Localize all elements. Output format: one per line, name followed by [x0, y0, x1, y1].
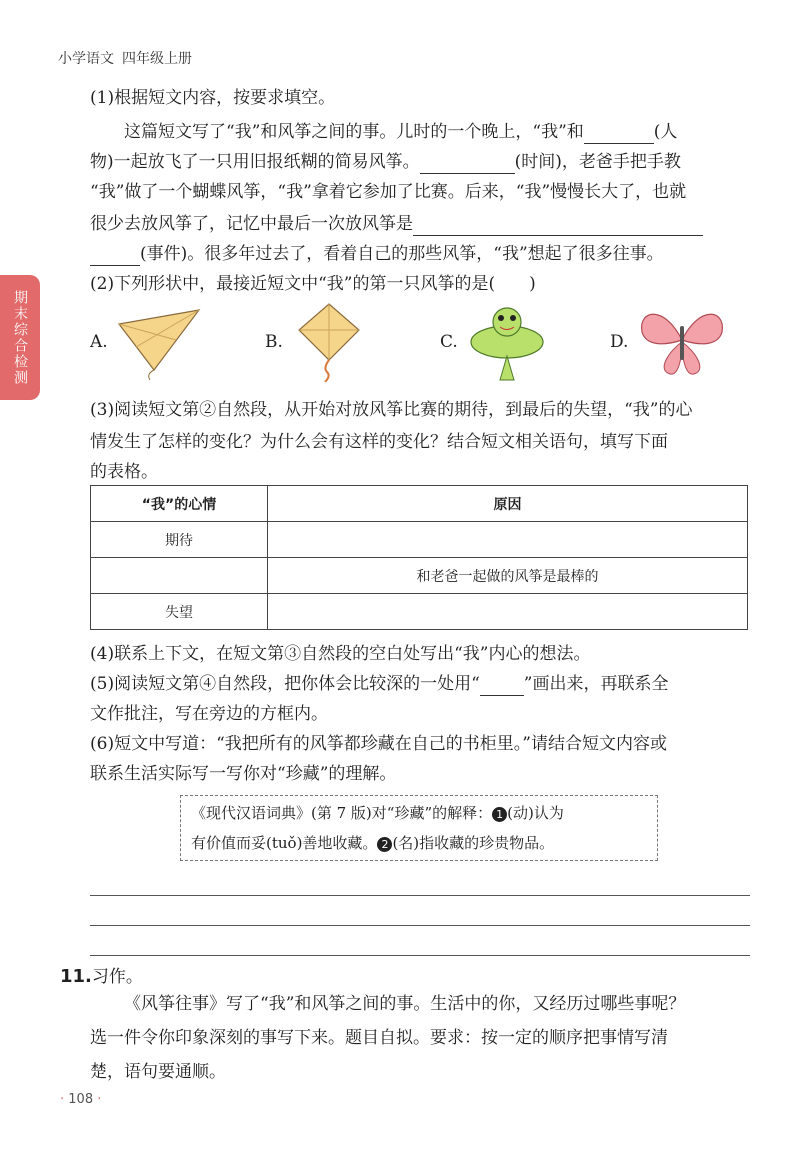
table-row — [91, 594, 748, 630]
q1-line-1 — [90, 120, 750, 144]
q1-text-4: 很少去放风筝了，记忆中最后一次放风筝是 — [90, 214, 413, 234]
table-cell-answer[interactable] — [268, 594, 748, 630]
q1-text-1a: 这篇短文写了“我”和风筝之间的事。儿时的一个晚上，“我”和 — [124, 122, 584, 142]
dict-sense-2: (名)指收藏的珍贵物品。 — [392, 834, 555, 852]
answer-line[interactable] — [90, 955, 750, 956]
q11-line-2: 选一件令你印象深刻的事写下来。题目自拟。要求：按一定的顺序把事情写清 — [90, 1028, 668, 1048]
q2-prompt: (2)下列形状中，最接近短文中“我”的第一只风筝的是( ) — [90, 274, 536, 294]
option-a-label: A. — [90, 332, 108, 352]
q1-line-3: “我”做了一个蝴蝶风筝，“我”拿着它参加了比赛。后来，“我”慢慢长大了，也就 — [90, 182, 687, 202]
q11-heading — [60, 962, 143, 987]
table-cell: 失望 — [91, 594, 268, 630]
q5-text-1b: ”画出来，再联系全 — [523, 674, 669, 694]
q3-line-3: 的表格。 — [90, 462, 158, 482]
page-number-value: 108 — [68, 1092, 94, 1107]
q3-line-1: (3)阅读短文第②自然段，从开始对放风筝比赛的期待，到最后的失望，“我”的心 — [90, 400, 693, 420]
page-header — [58, 48, 192, 68]
q11-line-1: 《风筝往事》写了“我”和风筝之间的事。生活中的你，又经历过哪些事呢？ — [124, 994, 686, 1014]
q11-line-3: 楚，语句要通顺。 — [90, 1062, 226, 1082]
page-number: · 108 · — [60, 1092, 102, 1107]
table-row — [91, 558, 748, 594]
header-subject: 小学语文 — [58, 51, 114, 67]
kite-diamond-icon — [289, 302, 369, 382]
table-row — [91, 522, 748, 558]
dict-line-1 — [191, 798, 647, 828]
q1-text-1b: (人 — [653, 122, 678, 142]
q6-line-2: 联系生活实际写一写你对“珍藏”的理解。 — [90, 764, 397, 784]
dictionary-definition-box — [180, 795, 658, 861]
q11-number: 11. — [60, 966, 92, 987]
q6-line-1: (6)短文中写道：“我把所有的风筝都珍藏在自己的书柜里。”请结合短文内容或 — [90, 734, 667, 754]
q4-prompt: (4)联系上下文，在短文第③自然段的空白处写出“我”内心的想法。 — [90, 644, 591, 664]
dict-sense-1a: (动)认为 — [507, 804, 564, 822]
answer-line[interactable] — [90, 895, 750, 896]
q1-line-5 — [90, 242, 750, 266]
q1-text-5: (事件)。很多年过去了，看着自己的那些风筝，“我”想起了很多往事。 — [140, 244, 664, 264]
q1-line-2 — [90, 150, 750, 174]
blank-event-1[interactable] — [413, 215, 703, 236]
sense-number-2: 2 — [377, 837, 392, 852]
q5-text-1a: (5)阅读短文第④自然段，把你体会比较深的一处用“ — [90, 674, 480, 694]
option-b-label: B. — [265, 332, 283, 352]
kite-frog-icon — [464, 302, 550, 382]
blank-time[interactable] — [420, 153, 515, 174]
table-cell-answer[interactable] — [91, 558, 268, 594]
dict-line-2 — [191, 828, 647, 858]
kite-triangle-icon — [114, 302, 204, 380]
q1-text-2a: 物)一起放飞了一只用旧报纸糊的简易风筝。 — [90, 152, 420, 172]
sense-number-1: 1 — [492, 807, 507, 822]
mood-table — [90, 485, 748, 630]
blank-person[interactable] — [584, 123, 654, 144]
kite-options — [90, 300, 750, 380]
q5-line-1 — [90, 672, 750, 696]
q3-line-2: 情发生了怎样的变化？为什么会有这样的变化？结合短文相关语句，填写下面 — [90, 432, 668, 452]
table-cell: 和老爸一起做的风筝是最棒的 — [268, 558, 748, 594]
side-tab: 期末综合检测 — [0, 275, 40, 400]
kite-butterfly-icon — [634, 302, 730, 380]
answer-line[interactable] — [90, 925, 750, 926]
table-header-mood: “我”的心情 — [91, 486, 268, 522]
table-cell-answer[interactable] — [268, 522, 748, 558]
blank-event-2[interactable] — [90, 245, 140, 266]
header-grade: 四年级上册 — [122, 51, 192, 67]
table-header-reason: 原因 — [268, 486, 748, 522]
q1-line-4 — [90, 212, 750, 236]
q1-prompt: (1)根据短文内容，按要求填空。 — [90, 88, 336, 108]
table-header-row — [91, 486, 748, 522]
dict-source: 《现代汉语词典》(第 7 版)对“珍藏”的解释： — [191, 804, 493, 822]
table-cell: 期待 — [91, 522, 268, 558]
q11-title: 习作。 — [91, 967, 143, 987]
option-d-label: D. — [610, 332, 629, 352]
q5-line-2: 文作批注，写在旁边的方框内。 — [90, 704, 328, 724]
option-c-label: C. — [440, 332, 458, 352]
underline-sample — [480, 675, 524, 696]
q1-text-2b: (时间)，老爸手把手教 — [514, 152, 681, 172]
dict-sense-1b: 有价值而妥(tuǒ)善地收藏。 — [191, 834, 378, 852]
